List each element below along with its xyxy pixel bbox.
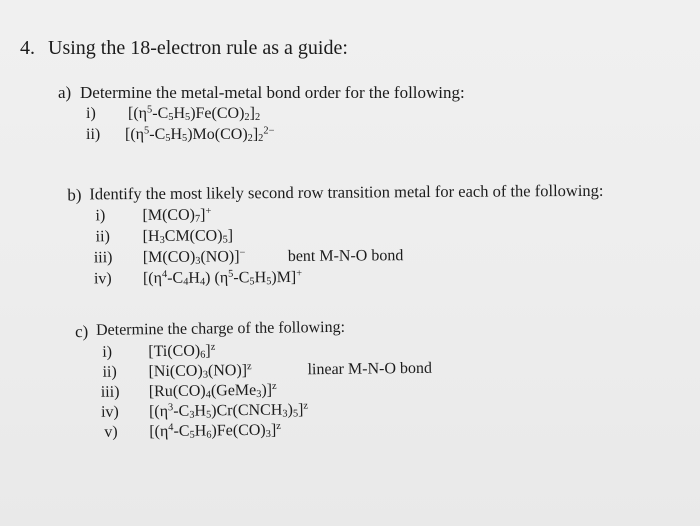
question-number: 4. [20,37,35,59]
part-b-item-4-number: iv) [93,270,112,288]
part-b-item-3-formula: $[M(CO)_3(NO)]^-$ [142,247,246,267]
part-c-item-1-formula: $[Ti(CO)_6]^z$ [148,341,216,361]
part-c-item-4-number: iv) [100,403,119,421]
question-text: Using the 18-electron rule as a guide: [48,37,348,59]
part-c-item-4-formula: $[(\eta^3-C_3H_5)Cr(CNCH_3)_5]^z$ [148,400,309,421]
part-b-item-4-formula: [$(\eta^4-C_4H_4)$ $(\eta^5-C_5H_5)M]^+$ [142,268,303,288]
part-b-item-1-formula: $[M(CO)_7]^+$ [142,205,212,225]
part-a-item-1-formula: $[(\eta^5-C_5H_5)Fe(CO)_2]_2$ [128,104,261,124]
part-c-label: c) [74,321,89,342]
part-c-item-2-number: ii) [102,363,117,381]
part-c-item-1-number: i) [102,343,113,361]
part-c-item-3-formula: $[Ru(CO)_4(GeMe_3)]^z$ [148,380,277,401]
part-a-text: Determine the metal-metal bond order for the following: [80,83,465,102]
part-c-item-5-number: v) [104,423,118,441]
part-a-label: a) [58,83,72,102]
part-b-text: Identify the most likely second row transition metal for each of the following: [89,180,604,204]
part-c-item-3-number: iii) [100,383,120,401]
part-b-item-3-number: iii) [93,249,113,267]
part-b-item-3-note: bent M-N-O bond [287,247,404,265]
part-b-item-2-formula: $[H_3CM(CO)_5]$ [142,227,234,246]
part-a-item-2-formula: $[(\eta^5-C_5H_5)Mo(CO)_2]_2^{2-}$ [125,125,275,145]
part-a-item-2-number: ii) [86,126,101,143]
part-b-label: b) [67,185,82,205]
part-c-text: Determine the charge of the following: [95,318,346,339]
part-b-item-2-number: ii) [95,228,110,246]
part-a-item-1-number: i) [86,105,96,122]
part-b-item-1-number: i) [95,207,106,225]
part-c-item-2-formula: $[Ni(CO)_3(NO)]^z$ [148,361,252,381]
part-c-item-2-note: linear M-N-O bond [307,359,433,379]
part-c-item-5-formula: $[(\eta^4-C_5H_6)Fe(CO)_3]^z$ [149,420,281,441]
